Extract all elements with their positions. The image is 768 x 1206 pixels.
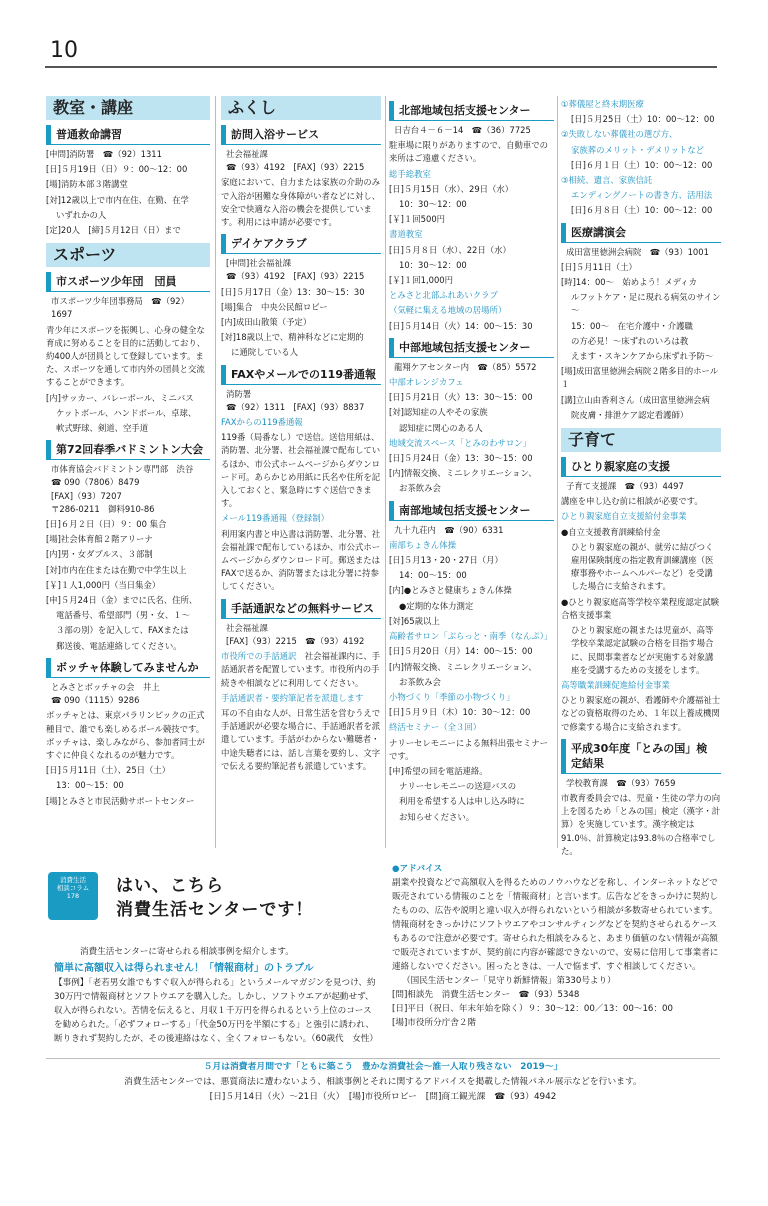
info-line: [時]14：00～ 始めよう！メディカ <box>561 277 698 288</box>
body-text: ●ひとり親家庭高等学校卒業程度認定試験合格支援事業 <box>561 596 720 620</box>
body-text: 社会福祉課内に、手話通訳者を配置しています。市役所内の手続きや相談などに利用してください。 <box>221 651 381 688</box>
info-line: [内]情報交換、ミニレクリエーション、 <box>389 468 537 479</box>
info-line: 10：30～12：00 <box>399 199 467 210</box>
advice-source: （国民生活センター「見守り新鮮情報」第330号より） <box>402 976 616 986</box>
column-4 <box>561 96 721 860</box>
consumer-advice <box>392 862 720 1030</box>
org-contact: ☎（92）1311 [FAX]（93）8837 <box>226 401 365 412</box>
column-1 <box>46 96 210 810</box>
subheading: 南部ちょきん体操 <box>389 539 456 550</box>
info-line: お知らせください。 <box>399 811 475 822</box>
consumer-intro: 消費生活センターに寄せられる相談事例を紹介します。 <box>80 947 294 957</box>
info-line: えます・スキンケアから床ずれ予防～ <box>571 351 714 362</box>
trouble-heading: 簡単に高額収入は得られません！「情報商材」のトラブル <box>54 963 314 974</box>
subheading: メール119番通報（登録制） <box>221 513 329 524</box>
case-text: 【事例】「老若男女誰でもすぐ収入が得られる」というメールマガジンを見つけ、約30万円で情報商材とソフトウエアを購入した。しかし、ソフトウエアが起動せず、収入が得られない。苦情を伝えると、月収１千万円を得られるという上位のコースを勧められた。「必ずフォローする」「代金50万円を半額にする」と強引に誘われ、断りきれず契約したが、その後連絡はなく、全くフォローもない。（60歳代 女性） <box>54 978 379 1044</box>
body-text: ボッチャとは、東京パラリンピックの正式種目で、誰でも楽しめるボール競技です。ボッチャは、楽しみながら、参加者同士がすぐに仲良くなれるのが魅力です。 <box>46 710 205 760</box>
subheading: とみさと北部ふれあいクラブ <box>389 290 498 301</box>
body-text: ひとり親家庭の親が、就労に結びつく雇用保険制度の指定教育訓練講座（医療事務やホームヘルパーなど）を受講した場合に支給されます。 <box>571 541 714 592</box>
body-text: ひとり親家庭の親が、看護師や介護福祉士などの資格取得のため、１年以上養成機関で修業する場合に支給されます。 <box>561 695 721 732</box>
org-contact: 成田富里徳洲会病院 ☎（93）1001 <box>566 246 709 257</box>
org-contact: 日吉台４－６－14 ☎（36）7725 <box>394 125 531 135</box>
info-line: [内]サッカー、バレーボール、ミニバス <box>46 392 194 403</box>
info-line: お茶飲み会 <box>399 676 441 687</box>
subheading: 手話通訳者・要約筆記者を派遣します <box>221 692 364 703</box>
org-contact: ☎（93）4192 [FAX]（93）2215 <box>226 162 365 173</box>
org-contact: 龍翔ケアセンター内 ☎（85）5572 <box>394 361 537 372</box>
org-contact: 子育て支援課 ☎（93）4497 <box>566 481 684 492</box>
column-divider <box>385 96 386 848</box>
body-text: 家庭において、自力または家族の介助のみで入浴が困難な身体障がい者などに対し、安全で快適な入浴の機会を提供しています。利用には申請が必要です。 <box>221 177 381 228</box>
org-contact: 市体育協会バドミントン専門部 渋谷 <box>51 464 194 475</box>
subheading: FAXからの119番通報 <box>221 417 303 428</box>
body-text: 青少年にスポーツを振興し、心身の健全な育成に努めることを目的に活動しており、約400人が団員として登録しています。また、スポーツを通して市内外の団員と交流することができます。 <box>46 324 206 388</box>
category-header-childcare: 子育て <box>561 428 721 452</box>
info-line: ルフットケア・足に現れる病気のサイン～ <box>571 292 721 316</box>
org-contact: [申問]社会福祉課 <box>226 258 292 269</box>
advice-text: 副業や投資などで高額収入を得るためのノウハウなどを称し、インターネットなどで販売されている情報のことを「情報商材」と言います。広告などをきっかけに契約したものの、広告や説明と違い収入が得られないという相談が多数寄せられています。情報商材をきっかけにソフトウエアやコンサルティングなどを契約させられるケースもあるので注意が必要です。寄せられた相談をみると、あまり価値のない情報が高額で販売されていますが、契約前に内容が確認できないので、安易に信用して事業者に連絡しないでください。困ったときは、一人で悩まず、すぐ相談してください。 <box>392 878 719 972</box>
org-contact: 社会福祉課 <box>226 149 268 159</box>
org-contact: 九十九荘内 ☎（90）6331 <box>394 524 504 535</box>
info-line: [日]５月17日（金）13：30～15：30 <box>221 286 365 297</box>
info-line: [日]５月25日（土）10：00～12：00 <box>571 114 715 125</box>
info-line: [対]65歳以上 <box>389 615 440 626</box>
info-line: ３部の別）を記入して、FAXまたは <box>56 625 189 636</box>
org-contact: 消防署 <box>226 388 252 399</box>
info-line: [申]５月24日（金）までに氏名、住所、 <box>46 595 198 606</box>
section-title-single-parent: ひとり親家庭の支援 <box>561 457 721 477</box>
info-line: [￥]１人1,000円（当日集金） <box>46 579 161 590</box>
info-line: [場]集合 中央公民館ロビー <box>221 301 328 312</box>
info-line: [内]情報交換、ミニレクリエーション、 <box>389 661 537 672</box>
info-line: [対]12歳以上で市内在住、在勤、在学 <box>46 194 189 205</box>
info-line: [日]５月21日（火）13：30～15：00 <box>389 392 533 403</box>
footer-notice <box>46 1060 720 1105</box>
subheading: エンディングノートの書き方、活用法 <box>571 190 713 201</box>
org-contact: ☎ 090（1115）9286 <box>51 695 140 706</box>
section-title-north-center: 北部地域包括支援センター <box>389 101 554 121</box>
category-header-classes: 教室・講座 <box>46 96 210 120</box>
info-line: お茶飲み会 <box>399 483 441 494</box>
subheading: ③相続、遺言、家族信託 <box>561 175 653 186</box>
org-contact: 学校教育課 ☎（93）7659 <box>566 777 676 788</box>
info-line: [日]５月24日（金）13：30～15：00 <box>389 453 533 464</box>
info-line: 認知症に関心のある人 <box>399 422 483 433</box>
info-line: [申]希望の回を電話連絡。 <box>389 765 488 776</box>
body-text: 駐車場に限りがありますので、自動車での来所はご遠慮ください。 <box>389 140 548 164</box>
section-title-sign-language: 手話通訳などの無料サービス <box>221 599 381 619</box>
body-text: 講座を申し込む前に相談が必要です。 <box>561 496 703 507</box>
subheading: 書道教室 <box>389 229 423 240</box>
section-title-first-aid: 普通救命講習 <box>46 125 210 145</box>
info-line: ●定期的な体力測定 <box>399 600 474 611</box>
contact-line: [問]相談先 消費生活センター ☎（93）5348 <box>392 990 580 1000</box>
footer-rule <box>46 1058 720 1059</box>
info-line: [日]５月９日（木）10：30～12：00 <box>389 707 531 718</box>
consumer-case <box>54 962 380 1046</box>
body-text: ナリーセレモニーによる無料出張セミナーです。 <box>389 737 548 761</box>
consumer-column-badge: 消費生活 相談コラム 178 <box>48 872 98 920</box>
info-line: [対]市内在住または在勤で中学生以上 <box>46 564 187 575</box>
consumer-column-title: はい、こちら 消費生活センターです！ <box>116 876 314 920</box>
info-line: 郵送後、電話連絡してください。 <box>56 640 182 651</box>
footer-headline: ５月は消費者月間です「ともに築こう 豊かな消費社会～誰一人取り残さない 2019～」 <box>203 1062 563 1072</box>
info-line: に通院している人 <box>231 347 298 358</box>
info-line: いずれかの人 <box>56 209 107 220</box>
info-line: ナリーセレモニーの送迎バスの <box>399 781 517 792</box>
info-line: [日]５月14日（火）14：00～15：30 <box>389 320 533 331</box>
contact-line: [日]平日（祝日、年末年始を除く）９：30～12：00／13：00～16：00 <box>392 1004 673 1014</box>
footer-contact: [日]５月14日（火）～21日（火） [場]市役所ロビー [問]商工観光課 ☎（93）4942 <box>209 1092 557 1102</box>
info-line: [日]５月11日（土） <box>561 261 637 272</box>
info-line: [講]立山由香利さん（成田富里徳洲会病 <box>561 394 710 405</box>
body-text: 耳の不自由な人が、日常生活を営むうえで手話通訳が必要な場合に、手話通訳者を派遣しています。手話がわからない難聴者・中途失聴者には、話し言葉を要約し、文字で伝える要約筆記者も派遣しています。 <box>221 707 381 771</box>
org-contact: 市スポーツ少年団事務局 ☎（92）1697 <box>51 296 190 320</box>
section-title-medical-lecture: 医療講演会 <box>561 223 721 243</box>
top-rule <box>45 66 717 68</box>
info-line: [日]６月２日（日）９：00 集合 <box>46 519 167 530</box>
contact-line: [場]市役所分庁舎２階 <box>392 1018 477 1028</box>
page-number: 10 <box>50 38 78 63</box>
info-line: [￥]１回500円 <box>389 214 446 225</box>
org-contact: とみさとボッチャの会 井上 <box>51 681 160 692</box>
info-line: [日]６月１日（土）10：00～12：00 <box>571 159 713 170</box>
info-line: [対]18歳以上で、精神科などに定期的 <box>221 332 364 343</box>
info-line: [内]成田山散策（予定） <box>221 317 312 328</box>
subheading: 中部オレンジカフェ <box>389 377 464 388</box>
column-divider <box>557 96 558 848</box>
section-title-bathing: 訪問入浴サービス <box>221 125 381 145</box>
subheading: ①葬儀屋と終末期医療 <box>561 99 644 109</box>
subheading: 家族葬のメリット・デメリットなど <box>571 144 704 155</box>
info-line: [場]とみさと市民活動サポートセンター <box>46 795 195 806</box>
info-line: [場]成田富里徳洲会病院２階多目的ホール１ <box>561 366 719 390</box>
info-line: [場]消防本部３階講堂 <box>46 179 128 190</box>
subheading: 高等職業訓練促進給付金事業 <box>561 679 670 690</box>
info-line: [日]５月11日（土）、25日（土） <box>46 765 171 776</box>
subheading: ②失敗しない葬儀社の選び方、 <box>561 129 678 140</box>
column-divider <box>215 96 216 848</box>
section-title-badminton: 第72回春季バドミントン大会 <box>46 440 210 460</box>
info-line: 院皮膚・排泄ケア認定看護師） <box>571 409 689 420</box>
body-text: 利用案内書と申込書は消防署、北分署、社会福祉課で配布しているほか、市公式ホームページからダウンロード可。郵送またはFAXで送るか、消防署または北分署に持参してください。 <box>221 528 381 592</box>
body-text: ひとり親家庭の親または児童が、高等学校卒業認定試験の合格を目指す場合に、民間事業者などが実施する対象講座を受講するための支援をします。 <box>571 625 714 675</box>
category-header-sports: スポーツ <box>46 243 210 267</box>
section-title-fax-119: FAXやメールでの119番通報 <box>221 365 381 385</box>
subheading: 地域交流スペース「とみのわサロン」 <box>389 437 531 448</box>
section-title-tomi-exam: 平成30年度「とみの国」検定結果 <box>561 739 721 774</box>
org-contact: ☎ 090（7806）8479 <box>51 477 140 488</box>
info-line: [日]５月８日（水）、22日（水） <box>389 244 511 255</box>
info-line: 14：00～15：00 <box>399 570 467 581</box>
info-line: [日]５月13・20・27日（月） <box>389 555 503 566</box>
info-line: の方必見！～床ずれのいろは教 <box>571 335 689 346</box>
column-2 <box>221 96 381 775</box>
footer-text: 消費生活センターでは、悪質商法に遭わないよう、相談事例とそれに関するアドバイスを掲載した情報パネル展示などを行います。 <box>124 1077 642 1087</box>
info-line: 電話番号、希望部門（男・女、１～ <box>56 610 190 621</box>
section-title-daycare: デイケアクラブ <box>221 234 381 254</box>
info-line: ケットボール、ハンドボール、卓球、 <box>56 407 197 418</box>
org-contact: ☎（93）4192 [FAX]（93）2215 <box>226 271 365 282</box>
info-line: 13：00～15：00 <box>56 780 124 791</box>
org-contact: 〒286-0211 御料910-86 <box>51 503 155 514</box>
section-title-south-center: 南部地域包括支援センター <box>389 501 554 521</box>
section-title-boccia: ボッチャ体験してみませんか <box>46 658 210 678</box>
subheading: 終活セミナー（全３回） <box>389 722 482 733</box>
subheading: 高齢者サロン「ぶらっと・南季（なんぷ）」 <box>389 631 553 642</box>
info-line: [場]社会体育館２階アリーナ <box>46 534 153 545</box>
subheading: 総手総教室 <box>389 168 431 179</box>
info-line: [日]５月15日（水）、29日（水） <box>389 183 514 194</box>
org-contact: [FAX]（93）7207 <box>51 490 122 501</box>
info-line: 15：00～ 在宅介護中・介護職 <box>571 320 693 331</box>
info-line: [内]●とみさと健康ちょきん体操 <box>389 585 512 596</box>
body-text: 119番（局番なし）で送信。送信用紙は、消防署、北分署、社会福祉課で配布しているほか、市公式ホームページからダウンロード可。あらかじめ用紙に氏名や住所を記入しておくと、緊急時にすぐ送信できます。 <box>221 432 381 509</box>
section-title-youth-sports: 市スポーツ少年団 団員 <box>46 272 210 292</box>
info-line: [申問]消防署 ☎（92）1311 <box>46 149 162 159</box>
subheading: 市役所での手話通訳 <box>221 651 297 662</box>
subheading: ひとり親家庭自立支援給付金事業 <box>561 511 687 522</box>
info-line: [内]男・女ダブルス、３部制 <box>46 549 153 560</box>
body-text: 市教育委員会では、児童・生徒の学力の向上を図るため「とみの国」検定（漢字・計算）を実施しています。漢字検定は91.0％、計算検定は93.8％の合格率でした。 <box>561 792 721 856</box>
info-line: [￥]１回1,000円 <box>389 275 454 286</box>
info-line: [日]５月20日（月）14：00～15：00 <box>389 646 533 657</box>
subheading: 小物づくり「季節の小物づくり」 <box>389 691 515 702</box>
category-header-welfare: ふくし <box>221 96 381 120</box>
info-line: [日]５月19日（日）９：00～12：00 <box>46 164 188 175</box>
info-line: [定]20人 [締]５月12日（日）まで <box>46 225 181 236</box>
org-contact: 社会福祉課 <box>226 622 268 633</box>
info-line: [対]認知症の人やその家族 <box>389 407 488 418</box>
subheading: （気軽に集える地域の居場所） <box>389 305 507 316</box>
column-3 <box>389 96 554 826</box>
info-line: 軟式野球、剣道、空手道 <box>56 423 149 434</box>
info-line: 利用を希望する人は申し込み時に <box>399 796 525 807</box>
info-line: [日]６月８日（土）10：00～12：00 <box>571 205 713 216</box>
org-contact: [FAX]（93）2215 ☎（93）4192 <box>226 635 365 646</box>
body-text: ●自立支援教育訓練給付金 <box>561 526 661 537</box>
info-line: 10：30～12：00 <box>399 259 467 270</box>
advice-heading: ●アドバイス <box>392 864 443 874</box>
section-title-central-center: 中部地域包括支援センター <box>389 338 554 358</box>
